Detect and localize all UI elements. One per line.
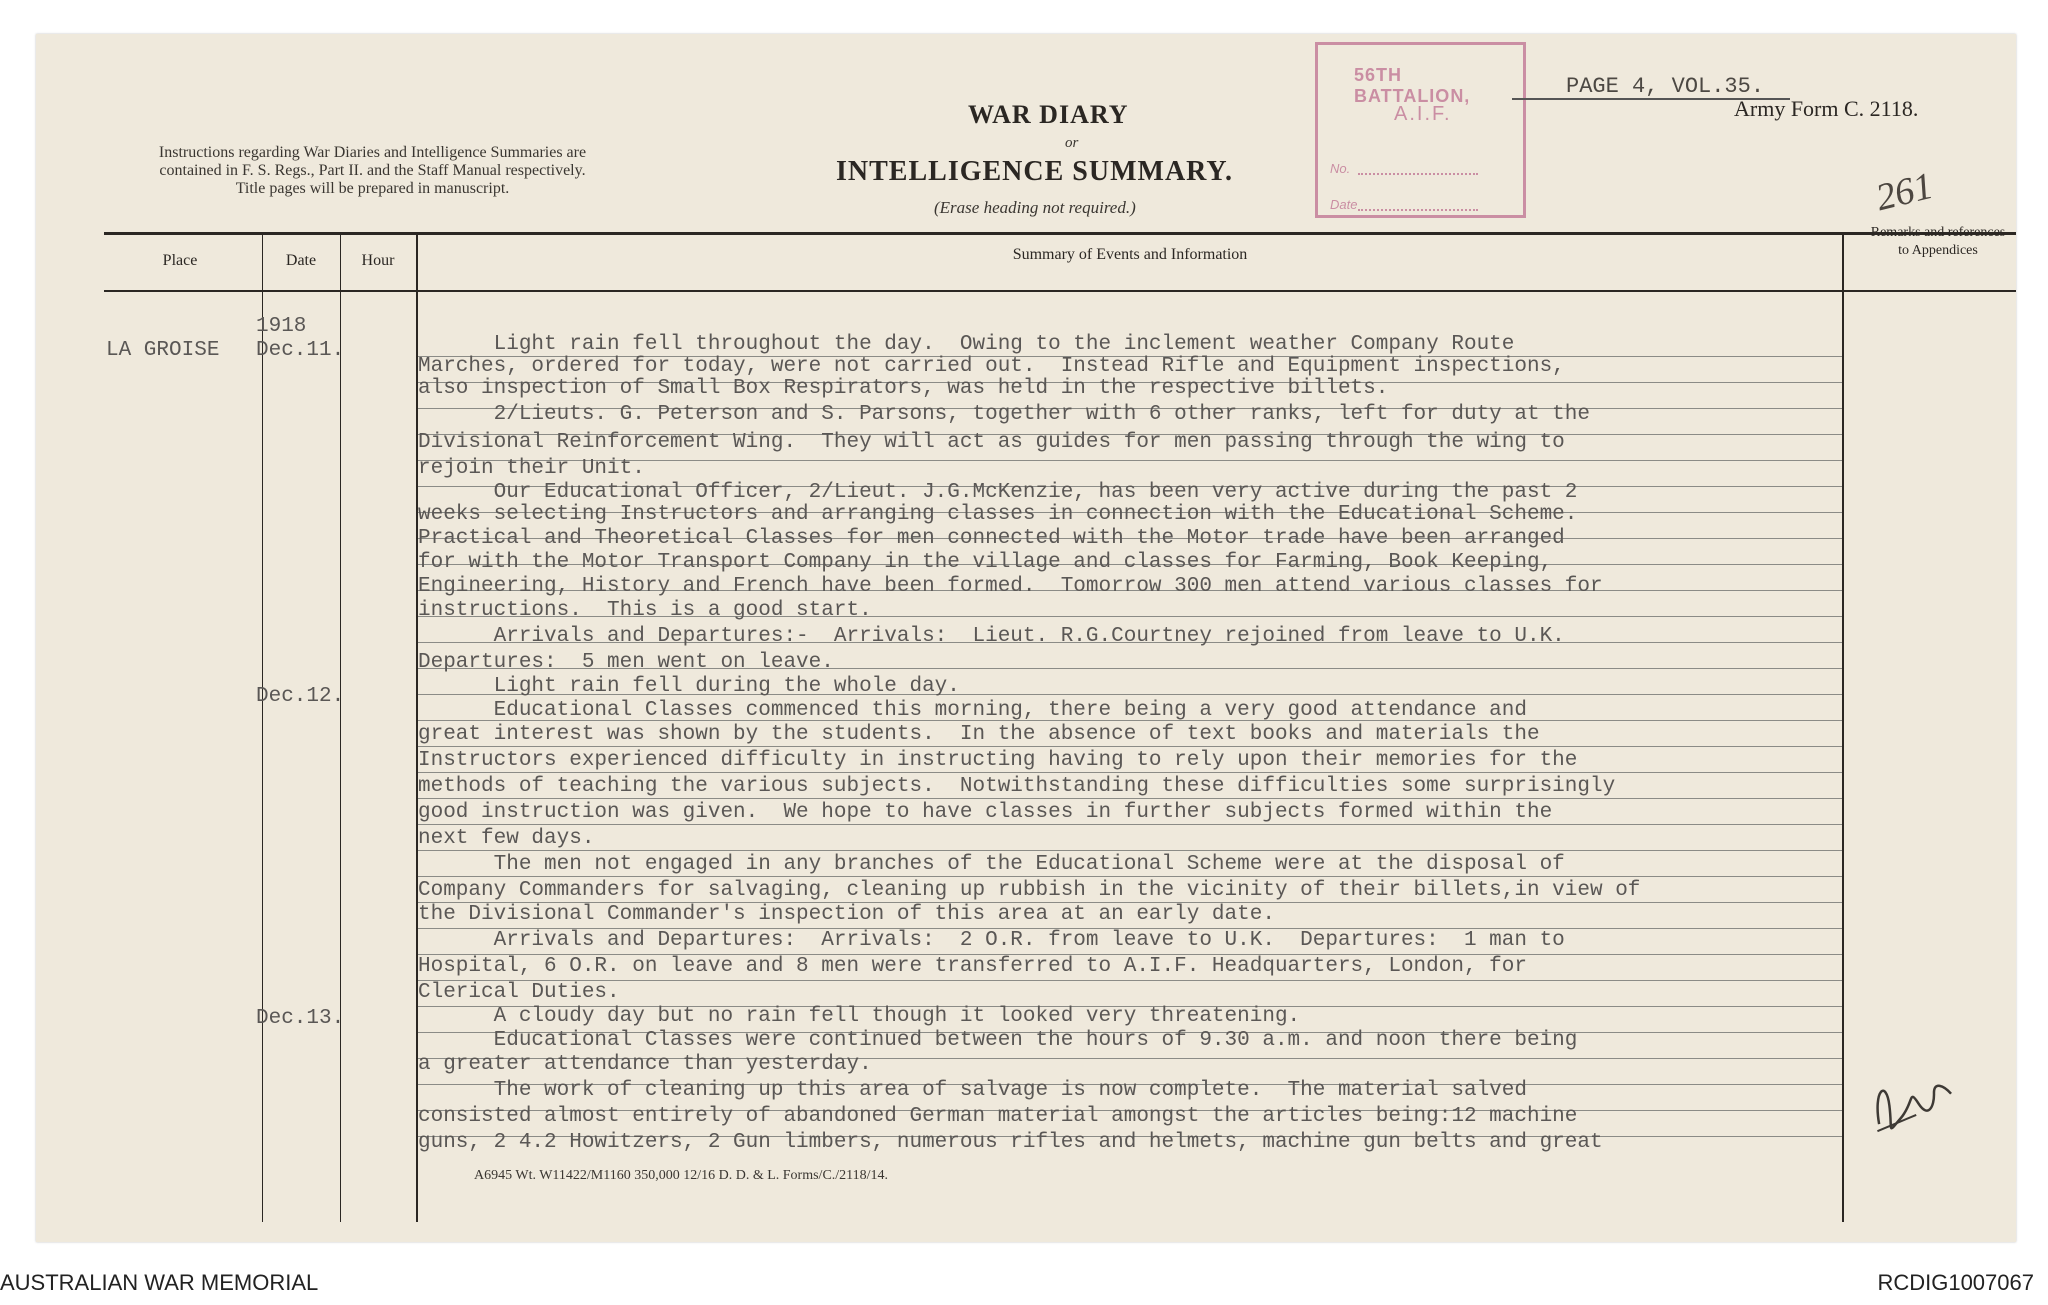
diary-line: A cloudy day but no rain fell though it looked very threatening. — [418, 1005, 1301, 1028]
ruled-line — [418, 850, 1842, 851]
diary-line: instructions. This is a good start. — [418, 599, 872, 622]
ruled-line — [418, 980, 1842, 981]
diary-line: Divisional Reinforcement Wing. They will act as guides for men passing through the wing to — [418, 431, 1565, 454]
divider-summary-remarks — [1842, 232, 1844, 1222]
column-header-hour: Hour — [361, 252, 395, 269]
battalion-stamp — [1315, 42, 1526, 218]
diary-line: methods of teaching the various subjects. Notwithstanding these difficulties some surprisingly — [418, 775, 1616, 798]
stamp-date-label: Date — [1330, 197, 1358, 212]
diary-line: weeks selecting Instructors and arranging classes in connection with the Educational Scheme. — [418, 503, 1578, 526]
erase-note: (Erase heading not required.) — [934, 198, 1136, 217]
diary-line: Light rain fell during the whole day. — [418, 675, 960, 698]
diary-line: The work of cleaning up this area of salvage is now complete. The material salved — [418, 1079, 1527, 1102]
stamp-date-line — [1358, 209, 1478, 211]
diary-line: rejoin their Unit. — [418, 457, 645, 480]
column-header-summary: Summary of Events and Information — [1012, 246, 1248, 263]
stamp-unit: 56TH BATTALION, — [1354, 65, 1471, 106]
ruled-line — [418, 824, 1842, 825]
diary-line: a greater attendance than yesterday. — [418, 1053, 872, 1076]
diary-line: also inspection of Small Box Respirators, was held in the respective billets. — [418, 377, 1389, 400]
diary-line: Arrivals and Departures:- Arrivals: Lieut. R.G.Courtney rejoined from leave to U.K. — [418, 625, 1565, 648]
entry-place: LA GROISE — [106, 339, 220, 362]
diary-line: Instructors experienced difficulty in instructing having to rely upon their memories for the — [418, 749, 1578, 772]
ruled-line — [418, 746, 1842, 747]
archive-reference: RCDIG1007067 — [1877, 1270, 2034, 1295]
entry-date-dec11: Dec.11. — [256, 339, 345, 362]
entry-year: 1918 — [256, 315, 307, 338]
diary-line: Marches, ordered for today, were not carried out. Instead Rifle and Equipment inspections, — [418, 355, 1565, 378]
column-header-remarks: Remarks and references to Appendices — [1870, 225, 2006, 258]
entry-date-dec13: Dec.13. — [256, 1007, 345, 1030]
diary-line: guns, 2 4.2 Howitzers, 2 Gun limbers, numerous rifles and helmets, machine gun belts and great — [418, 1131, 1603, 1154]
handwritten-page-number: 261 — [1871, 164, 1938, 220]
diary-line: The men not engaged in any branches of the Educational Scheme were at the disposal of — [418, 853, 1565, 876]
diary-line: Our Educational Officer, 2/Lieut. J.G.McKenzie, has been very active during the past 2 — [418, 481, 1578, 504]
table-top-rule — [104, 232, 2016, 235]
ruled-line — [418, 772, 1842, 773]
column-header-date: Date — [285, 252, 317, 269]
diary-line: Educational Classes commenced this morning, there being a very good attendance and — [418, 699, 1527, 722]
diary-line: great interest was shown by the students. In the absence of text books and materials the — [418, 723, 1540, 746]
divider-date-hour — [340, 232, 341, 1222]
diary-line: next few days. — [418, 827, 595, 850]
stamp-no-label: No. — [1330, 161, 1351, 176]
diary-line: 2/Lieuts. G. Peterson and S. Parsons, together with 6 other ranks, left for duty at the — [418, 403, 1590, 426]
diary-line: Educational Classes were continued between the hours of 9.30 a.m. and noon there being — [418, 1029, 1578, 1052]
diary-line: Engineering, History and French have been formed. Tomorrow 300 men attend various classes for — [418, 575, 1603, 598]
diary-line: Company Commanders for salvaging, cleaning up rubbish in the vicinity of their billets,in view of — [418, 879, 1641, 902]
instructions-note: Instructions regarding War Diaries and Intelligence Summaries are contained in F. S. Regs., Part II. and the Staff Manual respectively. Title pages will be prepared in manuscript. — [158, 144, 587, 197]
title-war-diary: WAR DIARY — [968, 100, 1129, 129]
stamp-no-line — [1358, 173, 1478, 175]
title-or: or — [1065, 135, 1079, 151]
diary-line: good instruction was given. We hope to have classes in further subjects formed within the — [418, 801, 1553, 824]
divider-place-date — [262, 232, 263, 1222]
ruled-line — [418, 876, 1842, 877]
army-form-number: Army Form C. 2118. — [1734, 96, 1919, 121]
diary-line: the Divisional Commander's inspection of this area at an early date. — [418, 903, 1275, 926]
table-header-rule — [104, 290, 2016, 292]
diary-line: for with the Motor Transport Company in the village and classes for Farming, Book Keeping, — [418, 551, 1553, 574]
diary-line: Hospital, 6 O.R. on leave and 8 men were transferred to A.I.F. Headquarters, London, for — [418, 955, 1527, 978]
diary-line: Clerical Duties. — [418, 981, 620, 1004]
column-header-place: Place — [162, 252, 198, 269]
diary-line: Light rain fell throughout the day. Owing to the inclement weather Company Route — [418, 333, 1515, 356]
page-reference: PAGE 4, VOL.35. — [1566, 74, 1765, 99]
archive-institution: AUSTRALIAN WAR MEMORIAL — [0, 1270, 319, 1295]
stamp-force: A.I.F. — [1394, 103, 1452, 125]
diary-line: Departures: 5 men went on leave. — [418, 651, 834, 674]
diary-line: Practical and Theoretical Classes for men connected with the Motor trade have been arranged — [418, 527, 1565, 550]
entry-date-dec12: Dec.12. — [256, 685, 345, 708]
diary-line: Arrivals and Departures: Arrivals: 2 O.R. from leave to U.K. Departures: 1 man to — [418, 929, 1565, 952]
ruled-line — [418, 798, 1842, 799]
diary-line: consisted almost entirely of abandoned German material amongst the articles being:12 machine — [418, 1105, 1578, 1128]
title-intelligence-summary: INTELLIGENCE SUMMARY. — [836, 156, 1234, 187]
form-print-code: A6945 Wt. W11422/M1160 350,000 12/16 D. D. & L. Forms/C./2118/14. — [474, 1168, 889, 1183]
